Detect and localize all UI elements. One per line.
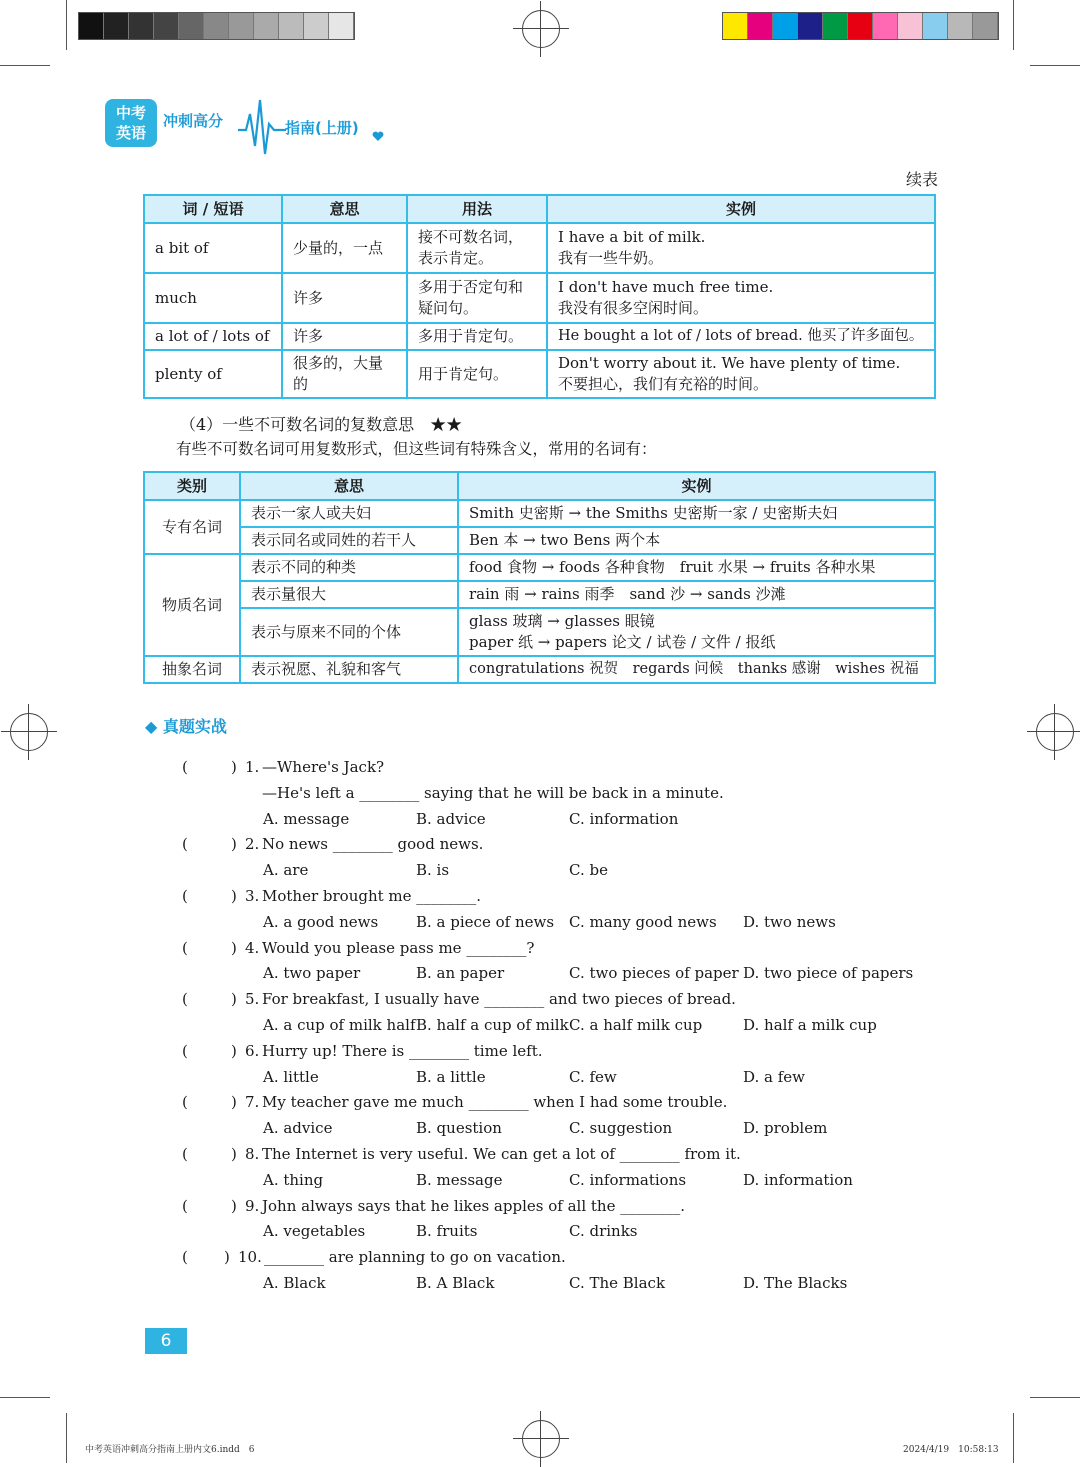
table-cell: much bbox=[144, 273, 282, 323]
logo-line-2: 英语 bbox=[115, 124, 146, 142]
answer-option[interactable]: D. a few bbox=[743, 1067, 806, 1086]
answer-option[interactable]: A. advice bbox=[263, 1119, 333, 1138]
table-cell: 表示祝愿、礼貌和客气 bbox=[240, 656, 458, 683]
answer-option[interactable]: C. The Black bbox=[569, 1274, 666, 1292]
question-text: —Where's Jack? bbox=[262, 758, 385, 776]
answer-bracket[interactable]: ( bbox=[182, 1145, 188, 1163]
answer-option[interactable]: B. question bbox=[416, 1119, 502, 1138]
answer-bracket[interactable]: ( bbox=[182, 835, 188, 854]
question-number: 4. bbox=[245, 938, 260, 957]
answer-option[interactable]: B. a little bbox=[416, 1067, 486, 1086]
column-header: 意思 bbox=[282, 195, 407, 223]
table-cell: 接不可数名词，表示肯定。 bbox=[407, 223, 547, 273]
calibration-swatch bbox=[748, 13, 773, 39]
question-number: 9. bbox=[245, 1196, 260, 1215]
category-cell: 抽象名词 bbox=[144, 656, 240, 683]
table-cell: plenty of bbox=[144, 350, 282, 398]
crop-mark bbox=[66, 0, 67, 50]
answer-option[interactable]: C. two pieces of paper bbox=[569, 964, 739, 983]
table-row bbox=[144, 323, 935, 350]
calibration-swatch bbox=[179, 13, 204, 39]
answer-option[interactable]: C. informations bbox=[569, 1170, 687, 1189]
answer-option[interactable]: D. information bbox=[743, 1170, 853, 1189]
table-row bbox=[144, 554, 935, 581]
table-cell: 表示与原来不同的个体 bbox=[240, 608, 458, 656]
answer-option[interactable]: C. be bbox=[569, 861, 608, 880]
answer-bracket[interactable]: ( bbox=[182, 1093, 188, 1112]
table-row bbox=[144, 527, 935, 554]
calibration-swatch bbox=[129, 13, 154, 39]
table-cell: 许多 bbox=[282, 273, 407, 323]
book-logo bbox=[105, 99, 157, 147]
answer-bracket-close: ) bbox=[231, 758, 237, 776]
crop-mark bbox=[0, 65, 50, 66]
table-row bbox=[144, 608, 935, 656]
answer-option[interactable]: A. thing bbox=[263, 1170, 324, 1189]
question-number: 3. bbox=[245, 887, 260, 905]
question-text: —He's left a ________ saying that he will be back in a minute. bbox=[262, 783, 724, 802]
question-text: Mother brought me ________. bbox=[262, 887, 482, 905]
registration-mark-top bbox=[522, 10, 560, 48]
table-row bbox=[144, 581, 935, 608]
color-calibration-bar bbox=[722, 12, 999, 40]
answer-bracket-close: ) bbox=[231, 1041, 237, 1060]
answer-option[interactable]: B. advice bbox=[416, 809, 486, 828]
answer-option[interactable]: A. Black bbox=[263, 1274, 326, 1292]
table-row bbox=[144, 500, 935, 527]
crop-mark bbox=[1030, 65, 1080, 66]
plural-meaning-table bbox=[143, 471, 936, 684]
answer-bracket-close: ) bbox=[231, 1093, 237, 1112]
section-intro: 有些不可数名词可用复数形式，但这些词有特殊含义，常用的名词有： bbox=[176, 440, 657, 458]
column-header: 意思 bbox=[240, 472, 458, 500]
calibration-swatch bbox=[329, 13, 354, 39]
heartbeat-icon bbox=[238, 94, 286, 158]
answer-option[interactable]: B. fruits bbox=[416, 1222, 478, 1241]
table-cell: a lot of / lots of bbox=[144, 323, 282, 350]
answer-option[interactable]: C. drinks bbox=[569, 1222, 638, 1241]
column-header: 实例 bbox=[458, 472, 935, 500]
question-text: Hurry up! There is ________ time left. bbox=[262, 1041, 543, 1060]
heart-icon bbox=[372, 131, 384, 142]
category-cell: 物质名词 bbox=[144, 554, 240, 656]
diamond-icon: ◆ bbox=[145, 717, 158, 736]
calibration-swatch bbox=[948, 13, 973, 39]
answer-bracket-close: ) bbox=[231, 1196, 237, 1215]
table-cell: 多用于肯定句。 bbox=[407, 323, 547, 350]
logo-line-1: 中考 bbox=[115, 104, 146, 122]
answer-option[interactable]: D. two piece of papers bbox=[743, 964, 914, 983]
crop-mark bbox=[1030, 1397, 1080, 1398]
registration-mark-left bbox=[10, 713, 48, 751]
crop-mark bbox=[1013, 1413, 1014, 1463]
table-cell: Smith 史密斯 → the Smiths 史密斯一家 / 史密斯夫妇 bbox=[458, 500, 935, 527]
question-number: 5. bbox=[245, 990, 260, 1009]
answer-option[interactable]: C. many good news bbox=[569, 912, 717, 931]
answer-option[interactable]: A. a cup of milk half bbox=[263, 1016, 416, 1034]
table-cell: a bit of bbox=[144, 223, 282, 273]
answer-bracket-close: ) bbox=[231, 1145, 237, 1163]
table-cell: 表示一家人或夫妇 bbox=[240, 500, 458, 527]
table-row bbox=[144, 223, 935, 273]
table-row bbox=[144, 273, 935, 323]
registration-mark-right bbox=[1036, 713, 1074, 751]
answer-option[interactable]: B. a piece of news bbox=[416, 912, 555, 931]
calibration-swatch bbox=[823, 13, 848, 39]
question-text: My teacher gave me much ________ when I had some trouble. bbox=[262, 1093, 728, 1112]
calibration-swatch bbox=[848, 13, 873, 39]
answer-option[interactable]: A. vegetables bbox=[263, 1222, 366, 1241]
answer-bracket[interactable]: ( bbox=[182, 990, 188, 1009]
table-header-row bbox=[144, 195, 935, 223]
answer-option[interactable]: C. few bbox=[569, 1067, 617, 1086]
question-number: 2. bbox=[245, 835, 260, 854]
answer-option[interactable]: A. two paper bbox=[263, 964, 361, 983]
table-cell: 表示同名或同姓的若干人 bbox=[240, 527, 458, 554]
question-text: John always says that he likes apples of all the ________. bbox=[262, 1196, 685, 1215]
table-cell: 用于肯定句。 bbox=[407, 350, 547, 398]
column-header: 类别 bbox=[144, 472, 240, 500]
calibration-swatch bbox=[923, 13, 948, 39]
answer-bracket[interactable]: ( bbox=[182, 1248, 188, 1267]
table-cell: I don't have much free time. 我没有很多空闲时间。 bbox=[547, 273, 935, 323]
question-text: Would you please pass me ________? bbox=[262, 938, 535, 957]
table-row bbox=[144, 350, 935, 398]
table-cell: 多用于否定句和疑问句。 bbox=[407, 273, 547, 323]
calibration-swatch bbox=[279, 13, 304, 39]
column-header: 实例 bbox=[547, 195, 935, 223]
answer-bracket-close: ) bbox=[224, 1248, 230, 1267]
question-text: ________ are planning to go on vacation. bbox=[264, 1248, 566, 1267]
answer-option[interactable]: B. half a cup of milk bbox=[416, 1016, 569, 1034]
book-title-left: 冲刺高分 bbox=[163, 112, 224, 130]
table-header-row bbox=[144, 472, 935, 500]
answer-option[interactable]: A. a good news bbox=[263, 912, 379, 931]
answer-option[interactable]: B. message bbox=[416, 1170, 503, 1189]
answer-bracket-close: ) bbox=[231, 990, 237, 1009]
question-number: 1. bbox=[245, 758, 260, 776]
question-number: 10. bbox=[238, 1248, 262, 1267]
answer-option[interactable]: B. an paper bbox=[416, 964, 505, 983]
answer-option[interactable]: D. problem bbox=[743, 1119, 828, 1138]
calibration-swatch bbox=[79, 13, 104, 39]
calibration-swatch bbox=[154, 13, 179, 39]
calibration-swatch bbox=[229, 13, 254, 39]
answer-option[interactable]: B. A Black bbox=[416, 1274, 495, 1292]
registration-mark-bottom bbox=[522, 1420, 560, 1458]
footer-file-name: 中考英语冲刺高分指南上册内文6.indd 6 bbox=[85, 1445, 255, 1455]
question-number: 7. bbox=[245, 1093, 260, 1112]
answer-bracket[interactable]: ( bbox=[182, 1196, 188, 1215]
category-cell: 专有名词 bbox=[144, 500, 240, 554]
calibration-swatch bbox=[104, 13, 129, 39]
question-text: No news ________ good news. bbox=[262, 835, 484, 854]
calibration-swatch bbox=[254, 13, 279, 39]
table-cell: Don't worry about it. We have plenty of time. 不要担心，我们有充裕的时间。 bbox=[547, 350, 935, 398]
table-cell: 表示量很大 bbox=[240, 581, 458, 608]
grayscale-calibration-bar bbox=[78, 12, 355, 40]
answer-option[interactable]: A. are bbox=[263, 861, 309, 880]
table-cell: He bought a lot of / lots of bread. 他买了许多面包。 bbox=[547, 323, 935, 350]
calibration-swatch bbox=[898, 13, 923, 39]
table-cell: congratulations 祝贺 regards 问候 thanks 感谢 wishes 祝福 bbox=[458, 656, 935, 683]
column-header: 词 / 短语 bbox=[144, 195, 282, 223]
answer-bracket-close: ) bbox=[231, 887, 237, 905]
table-row bbox=[144, 656, 935, 683]
table-cell: 许多 bbox=[282, 323, 407, 350]
calibration-swatch bbox=[873, 13, 898, 39]
practice-title: 真题实战 bbox=[162, 717, 227, 736]
answer-bracket-close: ) bbox=[231, 835, 237, 854]
answer-bracket[interactable]: ( bbox=[182, 758, 188, 776]
question-number: 8. bbox=[245, 1145, 260, 1163]
calibration-swatch bbox=[798, 13, 823, 39]
answer-option[interactable]: A. message bbox=[263, 809, 350, 828]
question-text: For breakfast, I usually have ________ and two pieces of bread. bbox=[262, 990, 736, 1009]
table-cell: Ben 本 → two Bens 两个本 bbox=[458, 527, 935, 554]
table-cell: food 食物 → foods 各种食物 fruit 水果 → fruits 各种水果 bbox=[458, 554, 935, 581]
answer-bracket[interactable]: ( bbox=[182, 1041, 188, 1060]
footer-timestamp: 2024/4/19 10:58:13 bbox=[903, 1445, 999, 1455]
continued-table-label: 续表 bbox=[905, 170, 938, 189]
answer-option[interactable]: C. a half milk cup bbox=[569, 1016, 703, 1034]
answer-option[interactable]: C. information bbox=[569, 809, 679, 828]
answer-bracket[interactable]: ( bbox=[182, 887, 188, 905]
crop-mark bbox=[66, 1413, 67, 1463]
word-usage-table bbox=[143, 194, 936, 399]
crop-mark bbox=[0, 1397, 50, 1398]
column-header: 用法 bbox=[407, 195, 547, 223]
answer-bracket[interactable]: ( bbox=[182, 938, 188, 957]
calibration-swatch bbox=[304, 13, 329, 39]
answer-option[interactable]: D. two news bbox=[743, 912, 836, 931]
section-heading: （4）一些不可数名词的复数意思 ★★ bbox=[180, 415, 463, 434]
answer-option[interactable]: D. The Blacks bbox=[743, 1274, 848, 1292]
answer-option[interactable]: D. half a milk cup bbox=[743, 1016, 877, 1034]
calibration-swatch bbox=[723, 13, 748, 39]
practice-heading bbox=[145, 714, 227, 737]
calibration-swatch bbox=[773, 13, 798, 39]
table-cell: 很多的，大量的 bbox=[282, 350, 407, 398]
table-cell: glass 玻璃 → glasses 眼镜 paper 纸 → papers 论文 / 试卷 / 文件 / 报纸 bbox=[458, 608, 935, 656]
page-number: 6 bbox=[145, 1328, 187, 1354]
calibration-swatch bbox=[204, 13, 229, 39]
question-text: The Internet is very useful. We can get a lot of ________ from it. bbox=[262, 1145, 741, 1163]
crop-mark bbox=[1013, 0, 1014, 50]
answer-option[interactable]: C. suggestion bbox=[569, 1119, 673, 1138]
table-cell: I have a bit of milk. 我有一些牛奶。 bbox=[547, 223, 935, 273]
answer-option[interactable]: B. is bbox=[416, 861, 450, 880]
book-title-right: 指南(上册) bbox=[285, 119, 359, 137]
answer-bracket-close: ) bbox=[231, 938, 237, 957]
question-number: 6. bbox=[245, 1041, 260, 1060]
answer-option[interactable]: A. little bbox=[263, 1067, 319, 1086]
table-cell: 少量的，一点 bbox=[282, 223, 407, 273]
table-cell: 表示不同的种类 bbox=[240, 554, 458, 581]
calibration-swatch bbox=[973, 13, 998, 39]
table-cell: rain 雨 → rains 雨季 sand 沙 → sands 沙滩 bbox=[458, 581, 935, 608]
